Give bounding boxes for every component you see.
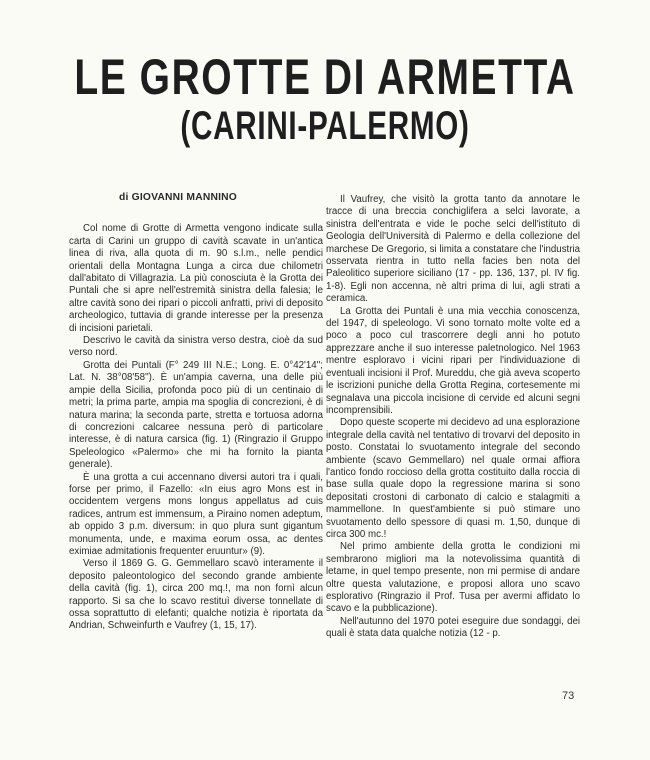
paragraph: Nel primo ambiente della grotta le condizioni mi sembrarono migliori ma la notevolissima quantità di letame, in quel tempo presente, non mi permise di andare oltre questa valutazione, e proposi allora uno scavo esplorativo (Ringrazio il Prof. Tusa per avermi affidato lo scavo e la pubblicazione). bbox=[326, 541, 580, 615]
article-title: LE GROTTE DI ARMETTA bbox=[74, 49, 576, 105]
article-subtitle: (CARINI-PALERMO) bbox=[180, 104, 470, 148]
paragraph: Grotta dei Puntali (F° 249 III N.E.; Long. E. 0°42'14''; Lat. N. 38°08'58''). È un'ampia caverna, una delle più ampie della Sicilia, profonda poco più di un centinaio di metri; la prima parte, ampia ma spoglia di concrezioni, è di natura marina; la seconda parte, stretta e tortuosa adorna di concrezioni calcaree nessuna però di particolare interesse, è di natura carsica (fig. 1) (Ringrazio il Gruppo Speleologico «Palermo» che mi ha fornito la pianta generale). bbox=[69, 359, 323, 471]
right-column bbox=[326, 194, 580, 641]
paragraph: Nell'autunno del 1970 potei eseguire due sondaggi, dei quali è stata data qualche notizia (12 - p. bbox=[326, 615, 580, 640]
paragraph: Descrivo le cavità da sinistra verso destra, cioè da sud verso nord. bbox=[69, 335, 323, 359]
paragraph: Dopo queste scoperte mi decidevo ad una esplorazione integrale della cavità nel tentativo di trovarvi del deposito in posto. Constatai lo svuotamento integrale del secondo ambiente (scavo Gemmellaro) nel quale ormai affiora l'antico fondo roccioso della grotta costituito dalla roccia di base sulla quale dopo la regressione marina si sono depositati crostoni di carbonato di calcio e stalagmiti a mammellone. In quest'ambiente si può stimare uno svuotamento dello spessore di quasi m. 1,50, dunque di circa 300 mc.! bbox=[326, 417, 580, 540]
paragraph: Col nome di Grotte di Armetta vengono indicate sulla carta di Carini un gruppo di cavità scavate in un'antica linea di riva, alla quota di m. 90 s.l.m., nelle pendici orientali della Montagna Lunga a circa due chilometri dall'abitato di Villagrazia. La più conosciuta è la Grotta dei Puntali che si apre nell'estremità sinistra della falesia; le altre cavità sono dei ripari o piccoli anfratti, privi di deposito archeologico, tuttavia di grande interesse per la presenza di incisioni parietali. bbox=[69, 223, 323, 334]
paragraph: Verso il 1869 G. G. Gemmellaro scavò interamente il deposito paleontologico del secondo grande ambiente della cavità (fig. 1), circa 200 mq.!, ma non fornì alcun rapporto. Si sa che lo scavo restituì diverse tonnellate di ossa soprattutto di elefanti; qualche notizia è riportata da Andrian, Schweinfurth e Vaufrey (1, 15, 17). bbox=[69, 558, 323, 632]
left-column bbox=[69, 192, 323, 633]
paragraph: Il Vaufrey, che visitò la grotta tanto da annotare le tracce di una breccia conchiglifera a selci lavorate, a sinistra dell'entrata e vide le poche selci dell'istituto di Geologia dell'Università di Palermo e della collezione del marchese De Gregorio, si limita a constatare che l'industria osservata rientra in tutto nella facies ben nota del Paleolitico superiore siciliano (17 - pp. 136, 137, pl. IV fig. 1-8). Egli non accenna, nè altri prima di lui, agli strati a ceramica. bbox=[326, 194, 580, 305]
page-number: 73 bbox=[562, 690, 575, 702]
paragraph: È una grotta a cui accennano diversi autori tra i quali, forse per primo, il Fazello: «In eius agro Mons est in occidentem vergens mons longus appellatus ad cuis radices, antrum est immensum, a Piraino nomen adeptum, ab oppido 3 p.m. diversum: in quo plura sunt gigantum monumenta, unde, e maxima eorum ossa, ac dentes eximiae admitationis frequenter eruuntur» (9). bbox=[69, 471, 323, 557]
author-byline: di GIOVANNI MANNINO bbox=[119, 192, 238, 203]
paragraph: La Grotta dei Puntali è una mia vecchia conoscenza, del 1947, di speleologo. Vi sono tornato molte volte ed a poco a poco cul trascorrere degli anni ho potuto apprezzare anche il suo interesse paletnologico. Nel 1963 mentre esploravo i vicini ripari per l'individuazione di eventuali incisioni il Prof. Mureddu, che già aveva scoperto le iscrizioni puniche della Grotta Regina, cortesemente mi segnalava una piccola incisione di cervide ed alcuni segni incomprensibili. bbox=[326, 305, 580, 416]
